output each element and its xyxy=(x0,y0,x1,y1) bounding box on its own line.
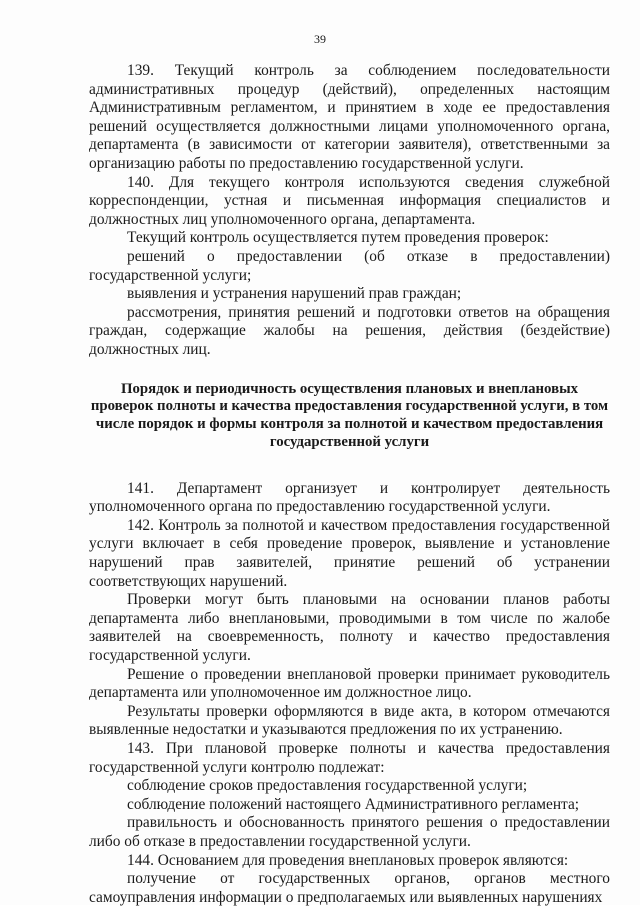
paragraph-unscheduled-decision: Решение о проведении внеплановой проверки принимает руководитель департамента или уполномоченное им должностное лицо. xyxy=(89,665,610,702)
paragraph-142: 142. Контроль за полнотой и качеством предоставления государственной услуги включает в себя проведение проверок, выявление и установление нарушений прав заявителей, принятие решений об устранении соответствующих нарушений. xyxy=(89,516,610,590)
paragraph-143: 143. При плановой проверке полноты и качества предоставления государственной услуги контролю подлежат: xyxy=(89,740,610,776)
paragraph-deadlines: соблюдение сроков предоставления государственной услуги; xyxy=(127,777,528,795)
paragraph-139: 139. Текущий контроль за соблюдением последовательности административных процедур (действий), определенных настоящим Административным регламентом, и принятием в ходе ее предоставления решений осуществляется должностными лицами уполномоченного органа, департамента (в зависимости от категории заявителя), ответственными за организацию работы по предоставлению государственной услуги. xyxy=(89,62,610,172)
paragraph-regulation-compliance: соблюдение положений настоящего Административного регламента; xyxy=(127,795,580,813)
paragraph-141: 141. Департамент организует и контролирует деятельность уполномоченного органа по предоставлению государственной услуги. xyxy=(89,479,610,516)
paragraph-decision-correctness: правильность и обоснованность принятого решения о предоставлении либо об отказе в предоставлении государственной услуги. xyxy=(89,814,610,850)
paragraph-inspection-results: Результаты проверки оформляются в виде акта, в котором отмечаются выявленные недостатки и указываются предложения по их устранению. xyxy=(89,702,610,739)
paragraph-check-appeals: рассмотрения, принятия решений и подготовки ответов на обращения граждан, содержащие жалобы на решения, действия (бездействие) должностных лиц. xyxy=(89,303,610,358)
paragraph-144: 144. Основанием для проведения внеплановых проверок являются: xyxy=(127,851,569,869)
document-body xyxy=(89,62,610,907)
paragraph-current-control: Текущий контроль осуществляется путем проведения проверок: xyxy=(127,229,549,247)
paragraph-check-decisions: решений о предоставлении (об отказе в предоставлении) государственной услуги; xyxy=(89,247,610,284)
page-number: 39 xyxy=(314,32,326,46)
section-heading: Порядок и периодичность осуществления плановых и внеплановых проверок полноты и качества предоставления государственной услуги, в том числе порядок и формы контроля за полнотой и качеством предоставления государственной услуги xyxy=(90,380,609,450)
paragraph-140: 140. Для текущего контроля используются сведения служебной корреспонденции, устная и письменная информация специалистов и должностных лиц уполномоченного органа, департамента. xyxy=(89,173,610,228)
paragraph-check-violations: выявления и устранения нарушений прав граждан; xyxy=(127,285,462,303)
paragraph-receipt-info: получение от государственных органов, органов местного самоуправления информации о предполагаемых или выявленных нарушениях xyxy=(89,870,610,906)
paragraph-inspections-types: Проверки могут быть плановыми на основании планов работы департамента либо внеплановыми, проводимыми в том числе по жалобе заявителей на своевременность, полноту и качество предоставления государственной услуги. xyxy=(89,591,610,665)
